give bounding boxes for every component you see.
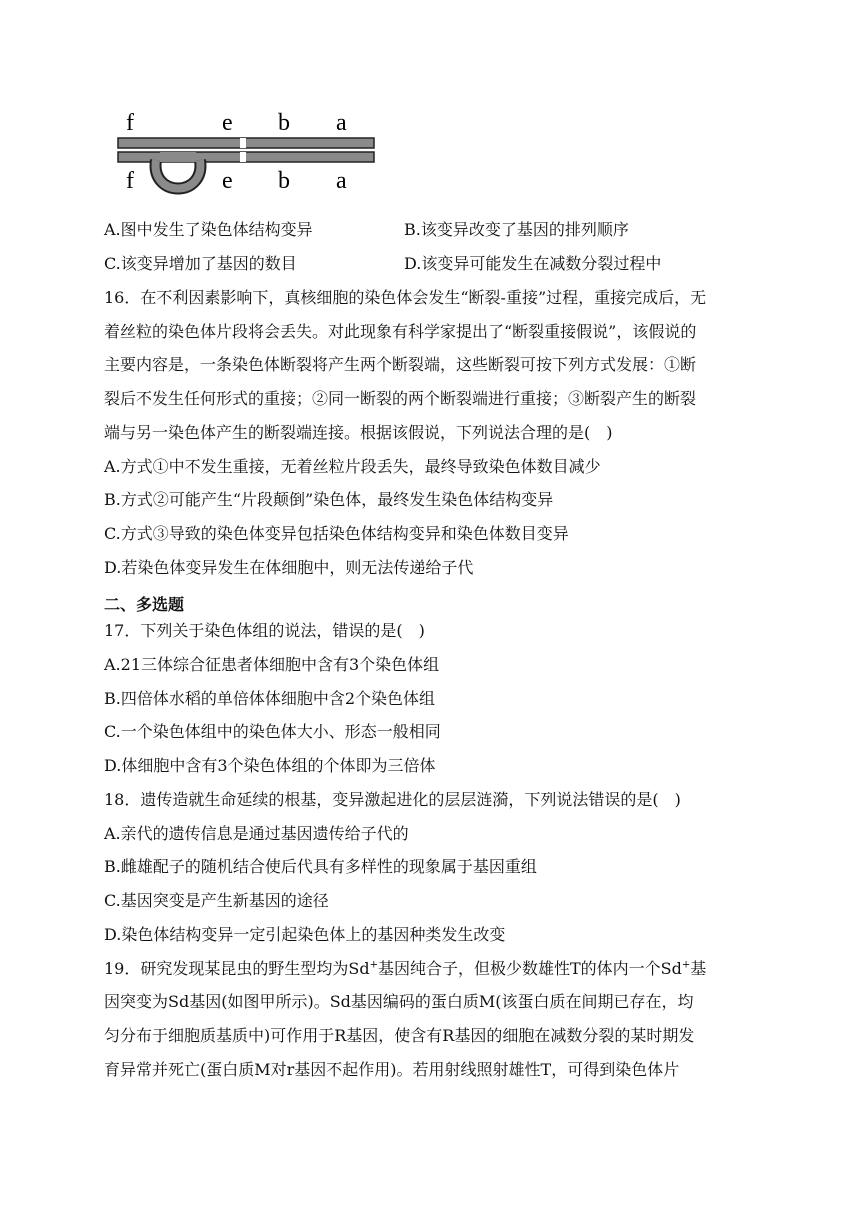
- q19-stem-line-1: [104, 959, 706, 979]
- section-heading: 二、多选题: [104, 595, 185, 614]
- q19-text: 基: [690, 959, 707, 978]
- loop-junction: [160, 152, 196, 162]
- q19-stem-line-4: 育异常并死亡(蛋白质M对r基因不起作用)。若用射线照射雄性T，可得到染色体片: [104, 1060, 680, 1079]
- superscript-plus: +: [369, 959, 378, 971]
- q19-text: 19．研究发现某昆虫的野生型均为Sd: [104, 959, 370, 978]
- q16-option-a: A.方式①中不发生重接，无着丝粒片段丢失，最终导致染色体数目减少: [104, 457, 601, 476]
- gene-label-top-a: a: [336, 110, 347, 136]
- q17-option-c: C.一个染色体组中的染色体大小、形态一般相同: [104, 722, 441, 741]
- q19-text: 基因纯合子，但极少数雄性T的体内一个Sd: [377, 959, 682, 978]
- gene-label-top-e: e: [222, 110, 233, 136]
- gene-label-bottom-a: a: [336, 168, 347, 194]
- q18-option-c: C.基因突变是产生新基因的途径: [104, 891, 329, 910]
- q18-option-d: D.染色体结构变异一定引起染色体上的基因种类发生改变: [104, 925, 506, 944]
- lower-chromosome-gap: [240, 152, 246, 162]
- q16-option-d: D.若染色体变异发生在体细胞中，则无法传递给子代: [104, 558, 474, 577]
- q17-option-a: A.21三体综合征患者体细胞中含有3个染色体组: [104, 655, 440, 674]
- q15-option-b: B.该变异改变了基因的排列顺序: [404, 220, 629, 239]
- q16-stem-line: 端与另一染色体产生的断裂端连接。根据该假说，下列说法合理的是( ): [104, 423, 613, 442]
- q16-option-c: C.方式③导致的染色体变异包括染色体结构变异和染色体数目变异: [104, 524, 569, 543]
- q15-option-a: A.图中发生了染色体结构变异: [104, 220, 313, 239]
- q15-option-c: C.该变异增加了基因的数目: [104, 254, 297, 273]
- q17-option-b: B.四倍体水稻的单倍体体细胞中含2个染色体组: [104, 689, 436, 708]
- q17-stem: 17．下列关于染色体组的说法，错误的是( ): [104, 621, 425, 640]
- gene-label-bottom-e: e: [222, 168, 233, 194]
- q19-stem-line-3: 匀分布于细胞质基质中)可作用于R基因，使含有R基因的细胞在减数分裂的某时期发: [104, 1026, 695, 1045]
- gene-label-top-b: b: [278, 110, 290, 136]
- q18-stem: 18．遗传造就生命延续的根基，变异激起进化的层层涟漪，下列说法错误的是( ): [104, 790, 681, 809]
- gene-label-bottom-b: b: [278, 168, 290, 194]
- upper-chromosome-gap: [240, 138, 246, 148]
- chromosome-diagram: [112, 108, 384, 198]
- q16-option-b: B.方式②可能产生“片段颠倒”染色体，最终发生染色体结构变异: [104, 490, 554, 509]
- q16-stem-line: 着丝粒的染色体片段将会丢失。对此现象有科学家提出了“断裂重接假说”，该假说的: [104, 322, 697, 341]
- q18-option-a: A.亲代的遗传信息是通过基因遗传给子代的: [104, 824, 409, 843]
- gene-label-bottom-f: f: [126, 168, 134, 194]
- q19-stem-line-2: 因突变为Sd基因(如图甲所示)。Sd基因编码的蛋白质M(该蛋白质在间期已存在，均: [104, 992, 694, 1011]
- q16-stem-line: 16．在不利因素影响下，真核细胞的染色体会发生“断裂-重接”过程，重接完成后，无: [104, 288, 707, 307]
- gene-label-top-f: f: [126, 110, 134, 136]
- q16-stem-line: 裂后不发生任何形式的重接；②同一断裂的两个断裂端进行重接；③断裂产生的断裂: [104, 389, 697, 408]
- q17-option-d: D.体细胞中含有3个染色体组的个体即为三倍体: [104, 756, 436, 775]
- chromosome-loop-figure: [112, 108, 384, 198]
- superscript-plus: +: [681, 959, 691, 971]
- q16-stem-line: 主要内容是，一条染色体断裂将产生两个断裂端，这些断裂可按下列方式发展：①断: [104, 355, 697, 374]
- q15-option-d: D.该变异可能发生在减数分裂过程中: [404, 254, 662, 273]
- q18-option-b: B.雌雄配子的随机结合使后代具有多样性的现象属于基因重组: [104, 857, 537, 876]
